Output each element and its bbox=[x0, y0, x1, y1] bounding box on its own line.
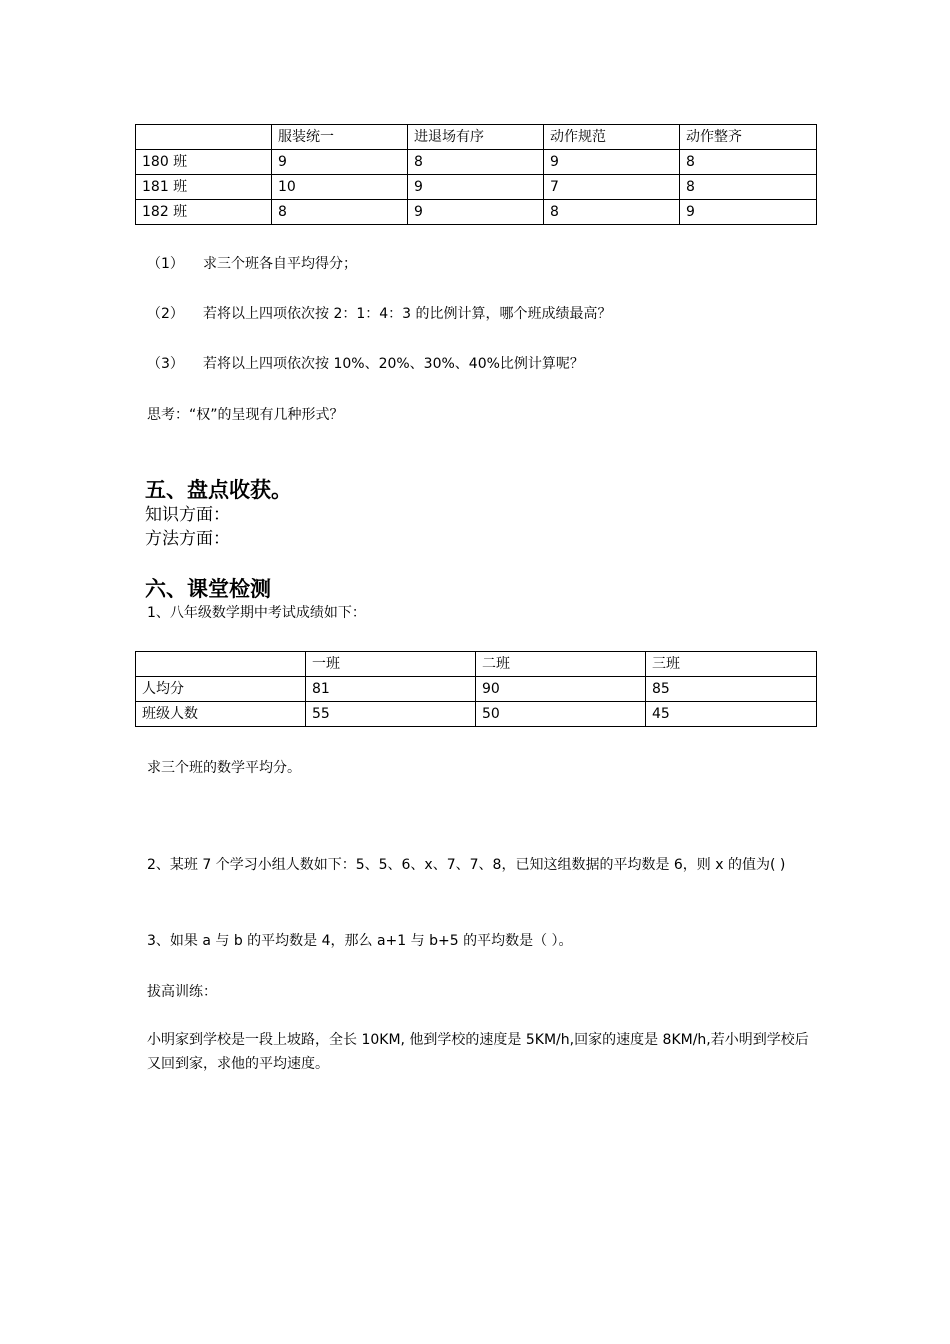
table-cell: 90 bbox=[476, 677, 646, 702]
table-cell: 10 bbox=[272, 175, 408, 200]
question-number: （3） bbox=[147, 356, 184, 372]
question-3 bbox=[147, 352, 584, 376]
table-cell: 55 bbox=[306, 702, 476, 727]
table-header-cell bbox=[136, 125, 272, 150]
table-cell: 9 bbox=[680, 200, 817, 225]
table-row bbox=[136, 702, 817, 727]
question-1 bbox=[147, 252, 357, 276]
section-6-title: 六、课堂检测 bbox=[145, 577, 271, 601]
table-header-cell: 一班 bbox=[306, 652, 476, 677]
question-text: 求三个班各自平均得分； bbox=[203, 256, 357, 272]
thinking-prompt: 思考：“权”的呈现有几种形式？ bbox=[147, 407, 344, 423]
table-row bbox=[136, 175, 817, 200]
table-cell: 8 bbox=[680, 150, 817, 175]
method-label: 方法方面： bbox=[145, 529, 230, 549]
table-header-cell: 服装统一 bbox=[272, 125, 408, 150]
table-header-cell: 三班 bbox=[646, 652, 817, 677]
table-header-row bbox=[136, 125, 817, 150]
knowledge-label: 知识方面： bbox=[145, 505, 230, 525]
table-header-cell: 二班 bbox=[476, 652, 646, 677]
table-cell: 180 班 bbox=[136, 150, 272, 175]
question-2 bbox=[147, 302, 612, 326]
question-text: 若将以上四项依次按 10%、20%、30%、40%比例计算呢？ bbox=[203, 356, 584, 372]
question-1-intro: 1、八年级数学期中考试成绩如下： bbox=[147, 605, 366, 621]
table-cell: 182 班 bbox=[136, 200, 272, 225]
table-header-row bbox=[136, 652, 817, 677]
table-cell: 7 bbox=[544, 175, 680, 200]
section-5-title: 五、盘点收获。 bbox=[145, 478, 292, 502]
table-row bbox=[136, 200, 817, 225]
table-cell: 81 bbox=[306, 677, 476, 702]
table-header-cell bbox=[136, 652, 306, 677]
table-cell: 班级人数 bbox=[136, 702, 306, 727]
table-cell: 8 bbox=[408, 150, 544, 175]
advanced-training-label: 拔高训练： bbox=[147, 984, 217, 1000]
table-cell: 9 bbox=[408, 175, 544, 200]
table-header-cell: 进退场有序 bbox=[408, 125, 544, 150]
question-2-text: 2、某班 7 个学习小组人数如下：5、5、6、x、7、7、8，已知这组数据的平均数是 6，则 x 的值为( ) bbox=[147, 857, 786, 873]
question-text: 若将以上四项依次按 2：1：4：3 的比例计算，哪个班成绩最高？ bbox=[203, 306, 612, 322]
table-cell: 9 bbox=[544, 150, 680, 175]
table-cell: 181 班 bbox=[136, 175, 272, 200]
table-cell: 9 bbox=[408, 200, 544, 225]
table-cell: 85 bbox=[646, 677, 817, 702]
math-score-table bbox=[135, 651, 817, 727]
table-row bbox=[136, 150, 817, 175]
class-score-table bbox=[135, 124, 817, 225]
table-cell: 50 bbox=[476, 702, 646, 727]
question-1-ask: 求三个班的数学平均分。 bbox=[147, 760, 301, 776]
question-number: （1） bbox=[147, 256, 184, 272]
table-cell: 9 bbox=[272, 150, 408, 175]
question-number: （2） bbox=[147, 306, 184, 322]
table-cell: 人均分 bbox=[136, 677, 306, 702]
table-cell: 45 bbox=[646, 702, 817, 727]
table-cell: 8 bbox=[544, 200, 680, 225]
advanced-problem-text: 小明家到学校是一段上坡路，全长 10KM, 他到学校的速度是 5KM/h,回家的速度是 8KM/h,若小明到学校后又回到家，求他的平均速度。 bbox=[147, 1032, 809, 1072]
table-header-cell: 动作整齐 bbox=[680, 125, 817, 150]
table-header-cell: 动作规范 bbox=[544, 125, 680, 150]
table-cell: 8 bbox=[680, 175, 817, 200]
question-3-text: 3、如果 a 与 b 的平均数是 4，那么 a+1 与 b+5 的平均数是（ ）。 bbox=[147, 933, 573, 949]
table-row bbox=[136, 677, 817, 702]
table-cell: 8 bbox=[272, 200, 408, 225]
